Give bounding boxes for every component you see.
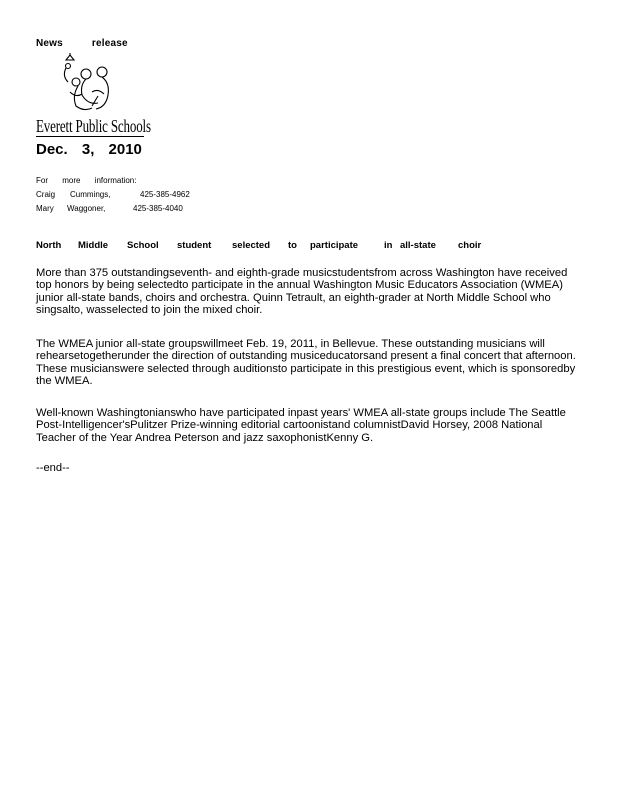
contact-phone: 425-385-4962	[140, 190, 190, 199]
news-release-label: News release	[36, 38, 128, 49]
release-date: Dec. 3, 2010	[36, 141, 142, 158]
headline-word: School	[127, 240, 159, 251]
headline-word: selected	[232, 240, 271, 251]
contact-last-name: Waggoner,	[67, 204, 106, 213]
headline-word: Middle	[78, 240, 109, 251]
headline-word: all-state	[400, 240, 436, 251]
contact-row	[36, 204, 196, 214]
contact-row	[36, 190, 196, 200]
headline-word: student	[177, 240, 212, 251]
end-marker: --end--	[36, 462, 70, 474]
school-logo-illustration	[58, 52, 122, 116]
everett-public-schools-logo-text: Everett Public Schools	[36, 116, 151, 136]
contact-first-name: Craig	[36, 190, 56, 199]
contact-heading: For more information:	[36, 176, 137, 185]
contact-first-name: Mary	[36, 204, 54, 213]
body-paragraph: Well-known Washingtonianswho have participated inpast years' WMEA all-state groups include The Seattle Post-Intelligencer'sPulitzer Prize-winning editorial cartoonistand columnistDavid Horsey, 2008 National Teacher of the Year Andrea Peterson and jazz saxophonistKenny G.	[36, 407, 566, 444]
logo-underline	[36, 136, 144, 137]
body-paragraph: The WMEA junior all-state groupswillmeet Feb. 19, 2011, in Bellevue. These outstanding musicians will rehearsetogetherunder the direction of outstanding musiceducatorsand present a final concert that afternoon. These musicianswere selected through auditionsto participate in this prestigious event, which is sponsoredby the WMEA.	[36, 338, 576, 388]
headline-word: choir	[458, 240, 482, 251]
body-paragraph: More than 375 outstandingseventh- and eighth-grade musicstudentsfrom across Washington have received top honors by being selectedto participate in the annual Washington Music Educators Association (WMEA) junior all-state bands, choirs and orchestra. Quinn Tetrault, an eighth-grader at North Middle School who singsalto, wasselected to join the mixed choir.	[36, 267, 568, 317]
headline-word: participate	[310, 240, 359, 251]
contact-phone: 425-385-4040	[133, 204, 183, 213]
contact-last-name: Cummings,	[70, 190, 111, 199]
headline-word: in	[384, 240, 393, 251]
headline-word: North	[36, 240, 62, 251]
headline-word: to	[288, 240, 297, 251]
